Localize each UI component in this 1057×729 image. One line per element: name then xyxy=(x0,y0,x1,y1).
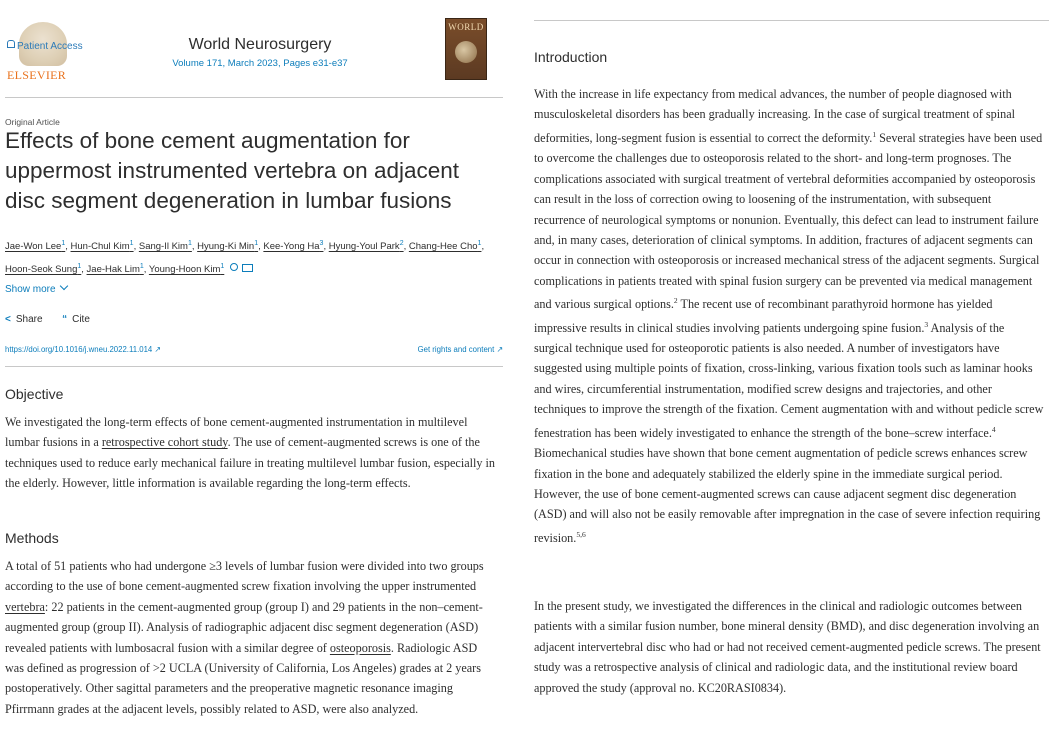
lock-icon xyxy=(7,40,15,48)
doi-link[interactable]: https://doi.org/10.1016/j.wneu.2022.11.014 ↗ xyxy=(5,345,161,354)
author-list: Jae-Won Lee$^1$, Hun-Chul Kim$^1$, Sang-Il Kim$^1$, Hyung-Ki Min$^1$, Kee-Yong Ha$^3$, Hyung-Youl Park$^2$, Chang-Hee Cho$^1$, Hoon-Seok Sung$^1$, Jae-Hak Lim$^1$, Young-Hoon Kim$^1$ xyxy=(5,240,485,276)
introduction-column xyxy=(534,0,1049,729)
doi-divider xyxy=(5,366,503,367)
elsevier-logo[interactable] xyxy=(5,18,85,84)
author-link[interactable]: Kee-Yong Ha$^3$ xyxy=(263,240,324,253)
reference-link[interactable]: 2 xyxy=(673,296,678,306)
author-link[interactable]: Jae-Hak Lim$^1$ xyxy=(86,263,144,276)
share-icon: < xyxy=(5,314,11,325)
author-link[interactable]: Jae-Won Lee$^1$ xyxy=(5,240,66,253)
author-link[interactable]: Young-Hoon Kim$^1$ xyxy=(148,263,225,276)
article-type: Original Article xyxy=(5,117,60,127)
share-button[interactable]: < Share xyxy=(5,314,43,325)
introduction-heading: Introduction xyxy=(534,49,608,65)
show-more-button[interactable]: Show more xyxy=(5,283,67,295)
cite-button[interactable]: “ Cite xyxy=(62,314,90,325)
retrospective-cohort-link[interactable]: retrospective cohort study xyxy=(101,435,228,450)
quote-icon: “ xyxy=(62,314,68,325)
journal-header xyxy=(5,18,503,84)
reference-link[interactable]: 5,6 xyxy=(576,529,586,539)
reference-link[interactable]: 4 xyxy=(991,424,996,434)
chevron-down-icon xyxy=(59,282,67,290)
vertebra-link[interactable]: vertebra xyxy=(5,599,45,614)
author-link[interactable]: Hyung-Youl Park$^2$ xyxy=(328,240,404,253)
article-title: Effects of bone cement augmentation for uppermost instrumented vertebra on adjacent disc segment degeneration in lumbar fusions xyxy=(5,128,460,213)
publisher-name: ELSEVIER xyxy=(7,68,67,82)
reference-link[interactable]: 1 xyxy=(872,129,877,139)
osteoporosis-link[interactable]: osteoporosis xyxy=(329,640,391,655)
share-cite-row xyxy=(5,314,90,325)
volume-link[interactable]: Volume 171, March 2023, Pages e31-e37 xyxy=(172,58,348,69)
header-divider xyxy=(5,97,503,98)
cover-title: WORLD xyxy=(448,22,484,32)
journal-info xyxy=(95,36,425,69)
methods-paragraph: A total of 51 patients who had undergone ≥3 levels of lumbar fusion were divided into two groups according to the use of bone cement-augmented screw fixation involving the upper instrumented vertebra: 22 patients in the cement-augmented group (group I) and 29 patients in the non–cement-augmented group (group II). Analysis of radiographic adjacent disc segment degeneration (ASD) revealed patients with lumbosacral fusion with a similar degree of osteoporosis. Radiologic ASD was defined as progression of >2 UCLA (University of California, Los Angeles) grades at 2 years postoperatively. Other sagittal parameters and the preoperative magnetic resonance imaging Pfirrmann grades at the adjacent levels, possibly related to ASD, were also analyzed. xyxy=(5,559,484,716)
methods-heading: Methods xyxy=(5,530,59,546)
author-link[interactable]: Chang-Hee Cho$^1$ xyxy=(408,240,482,253)
introduction-paragraph-2: In the present study, we investigated the differences in the clinical and radiologic outcomes between patients with a similar fusion number, bone mineral density (BMD), and disc degeneration involving an adjacent intervertebral disc who had or had not received cement-augmented pedicle screws. The present study was a retrospective analysis of clinical and radiologic data, and the institutional review board approved the study (approval no. KC20RASI0834). xyxy=(534,599,1041,695)
patient-access-link[interactable]: Patient Access xyxy=(7,40,83,52)
rights-link[interactable]: Get rights and content ↗ xyxy=(417,345,503,354)
objective-paragraph: We investigated the long-term effects of bone cement-augmented instrumentation in multilevel lumbar fusions in a retrospective cohort study. The use of cement-augmented screws is one of the techniques used to reduce early mechanical failure in treating multilevel lumbar fusion, especially in the elderly. However, little information is available regarding the long-term effects. xyxy=(5,415,496,491)
intro-top-divider xyxy=(534,20,1049,21)
doi-row xyxy=(5,345,503,354)
author-link[interactable]: Hyung-Ki Min$^1$ xyxy=(197,240,259,253)
email-icon[interactable] xyxy=(242,264,253,272)
journal-cover-image[interactable] xyxy=(445,18,487,80)
author-link[interactable]: Hun-Chul Kim$^1$ xyxy=(70,240,134,253)
objective-heading: Objective xyxy=(5,386,64,402)
author-link[interactable]: Hoon-Seok Sung$^1$ xyxy=(5,263,82,276)
abstract-column xyxy=(5,0,503,729)
introduction-paragraph-1: With the increase in life expectancy from medical advances, the number of people diagnosed with musculoskeletal disorders has been gradually increasing. In the case of surgical treatment of spinal deformities, long-segment fusion is essential to correct the deformity.$^1$ Several strategies have been used to overcome the challenges due to osteoporosis related to the short- and long-term prognoses. The complications associated with surgical treatment of vertebral deformities accompanied by osteoporosis can result in the loss of correction owing to loosening of the instrumentation, with subsequent recurrence of neurological symptoms or nonunion. Eventually, this defect can lead to instrument failure and, in many cases, deterioration of clinical symptoms. In addition, fractures of adjacent segments can occur in connection with osteoporosis or increased mechanical stress of the adjacent segments. Surgical complications in patients treated with spinal fusion surgery can be prevented via medical management and various surgical options.$^2$ The recent use of recombinant parathyroid hormone has yielded impressive results in clinical studies involving patients undergoing spine fusion.$^3$ Analysis of the surgical technique used for osteoporotic patients is also needed. A number of investigators have suggested using multiple points of fixation, cross-linking, various fixation tools such as laminar hooks and wires, circumferential instrumentation, modified screw designs and trajectories, and other techniques to improve the strength of the fixation. Cement augmentation with and without pedicle screw fenestration has been widely investigated to enhance the strength of the bone–screw interface.$^4$ Biomechanical studies have shown that bone cement augmentation of pedicle screws enhances screw fixation in the bone and adequately stabilized the elderly spine in the immediate surgical period. However, the use of bone cement-augmented screws can cause adjacent segment disc degeneration (ASD) and will also not be easily removable after impregnation in the case of severe infection requiring revision.$^{5,6}$ xyxy=(534,87,1044,545)
person-icon[interactable] xyxy=(230,263,238,271)
brain-icon xyxy=(455,41,477,63)
author-link[interactable]: Sang-Il Kim$^1$ xyxy=(138,240,192,253)
reference-link[interactable]: 3 xyxy=(924,319,929,329)
journal-title[interactable]: World Neurosurgery xyxy=(188,36,332,53)
